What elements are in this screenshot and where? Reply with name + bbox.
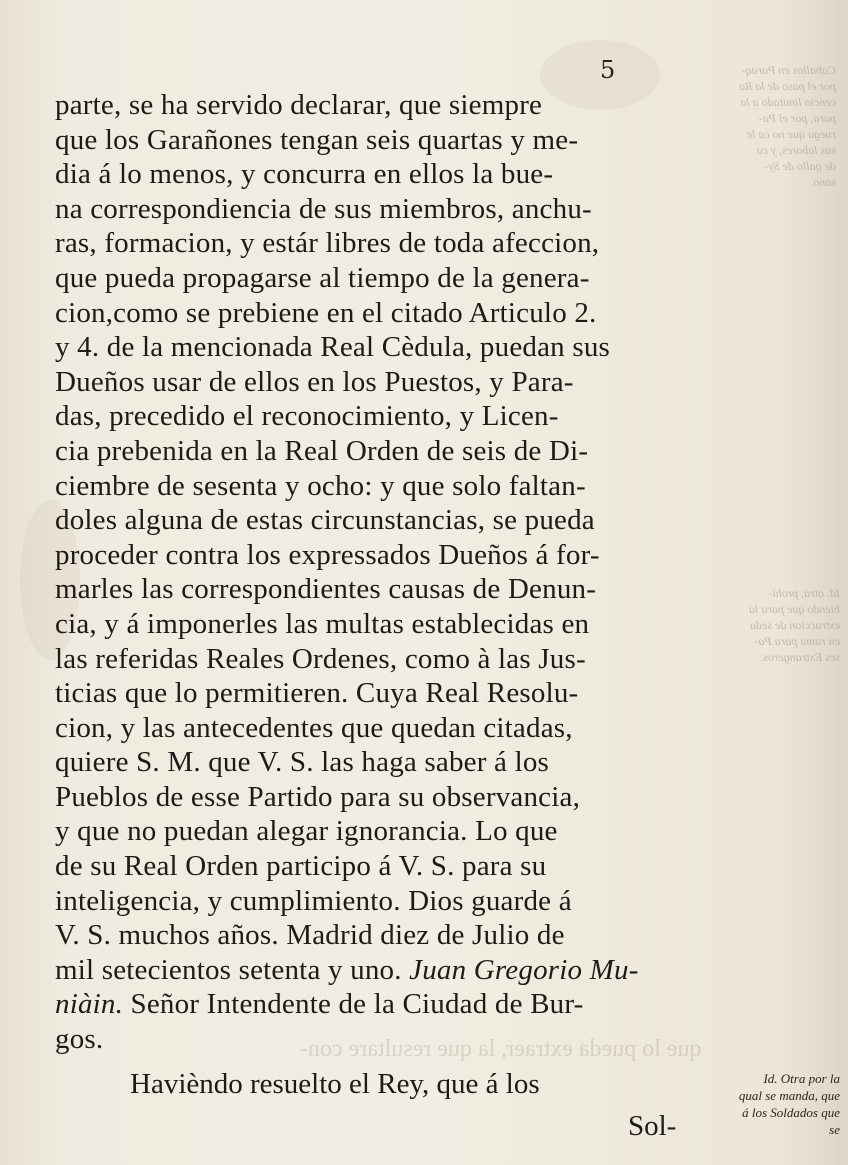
text-line: Dueños usar de ellos en los Puestos, y Para-	[55, 365, 574, 398]
margin-note-line: qual se manda, que	[738, 1088, 840, 1103]
bleed-through-line: Caballos en Paraq-	[741, 63, 836, 77]
bleed-through-margin-top	[676, 62, 836, 190]
margin-note-line: á los Soldados que	[742, 1105, 840, 1120]
text-line: parte, se ha servido declarar, que siempre	[55, 89, 543, 121]
text-line: na correspondiencia de sus miembros, anchu-	[55, 192, 592, 225]
text-line: V. S. muchos años. Madrid diez de Julio de	[55, 919, 565, 952]
page-number: 5	[600, 56, 616, 84]
next-paragraph: Havièndo resuelto el Rey, que á los	[130, 1068, 540, 1100]
addressee-text: Señor Intendente de la Ciudad de Bur-	[123, 988, 584, 1021]
margin-note-bottom	[696, 1070, 840, 1138]
text-line: cia prebenida en la Real Orden de seis de Di-	[55, 434, 589, 467]
text-line: quiere S. M. que V. S. las haga saber á los	[55, 746, 550, 779]
text-line: proceder contra los expressados Dueños á for-	[55, 538, 600, 571]
bleed-through-line: de gallo de Sy-	[764, 159, 836, 173]
text-line: las referidas Reales Ordenes, como à las Jus-	[55, 642, 586, 675]
signature-surname: niàin.	[55, 988, 124, 1021]
text-line: ciembre de sesenta y ocho: y que solo faltan-	[55, 469, 586, 502]
bleed-through-line: para, por el Pa-	[758, 111, 836, 125]
text-line: que los Garañones tengan seis quartas y me-	[55, 123, 579, 156]
bleed-through-line: biendo que para la	[749, 602, 840, 616]
text-line: cion, y las antecedentes que quedan citadas,	[55, 711, 573, 744]
text-line: y que no puedan alegar ignorancia. Lo que	[55, 815, 558, 848]
margin-note-line: se	[829, 1122, 840, 1137]
text-line: y 4. de la mencionada Real Cèdula, puedan sus	[55, 331, 611, 364]
bleed-through-line: extraccion de seda	[750, 618, 840, 632]
text-line	[55, 987, 685, 1022]
bleed-through-line: Id. otra, prohi-	[768, 586, 840, 600]
text-line: dia á lo menos, y concurra en ellos la bue-	[55, 158, 554, 191]
closing-date-text: mil setecientos setenta y uno.	[55, 953, 410, 986]
bleed-through-line: cencio limitado a la	[740, 95, 836, 109]
bleed-through-line: sus labores, y ca	[756, 143, 836, 157]
text-line: Pueblos de esse Partido para su observancia,	[55, 780, 581, 813]
text-line	[55, 953, 685, 988]
margin-note-line: Id. Otra por la	[763, 1071, 840, 1086]
bleed-through-line: por el paso de la Ra	[739, 79, 836, 93]
text-line: doles alguna de estas circunstancias, se pueda	[55, 504, 595, 537]
text-line: inteligencia, y cumplimiento. Dios guarde á	[55, 884, 572, 917]
body-text	[55, 88, 685, 1057]
text-line: ticias que lo permitieren. Cuya Real Resolu-	[55, 677, 579, 710]
text-line: de su Real Orden participo á V. S. para su	[55, 850, 547, 883]
bleed-through-line: en rama para Pa-	[754, 634, 840, 648]
bleed-through-margin-mid	[700, 585, 840, 665]
signature-name: Juan Gregorio Mu-	[409, 953, 639, 986]
bleed-through-line: ruega que no ca le	[746, 127, 836, 141]
text-line: marles las correspondientes causas de Denun-	[55, 573, 597, 606]
text-line: gos.	[55, 1023, 104, 1056]
bleed-through-line: sano.	[810, 175, 836, 189]
text-line: ras, formacion, y estár libres de toda afeccion,	[55, 227, 600, 260]
bleed-through-line: ses Extrangeros.	[760, 650, 840, 664]
text-line: que pueda propagarse al tiempo de la genera-	[55, 261, 590, 294]
text-line: cion,como se prebiene en el citado Articulo 2.	[55, 296, 597, 329]
bleed-through-bottom: que lo pueda extraer, la que resultare con-	[300, 1036, 702, 1062]
text-line: das, precedido el reconocimiento, y Licen-	[55, 400, 559, 433]
catchword: Sol-	[628, 1110, 677, 1142]
text-line: cia, y á imponerles las multas establecidas en	[55, 607, 590, 640]
